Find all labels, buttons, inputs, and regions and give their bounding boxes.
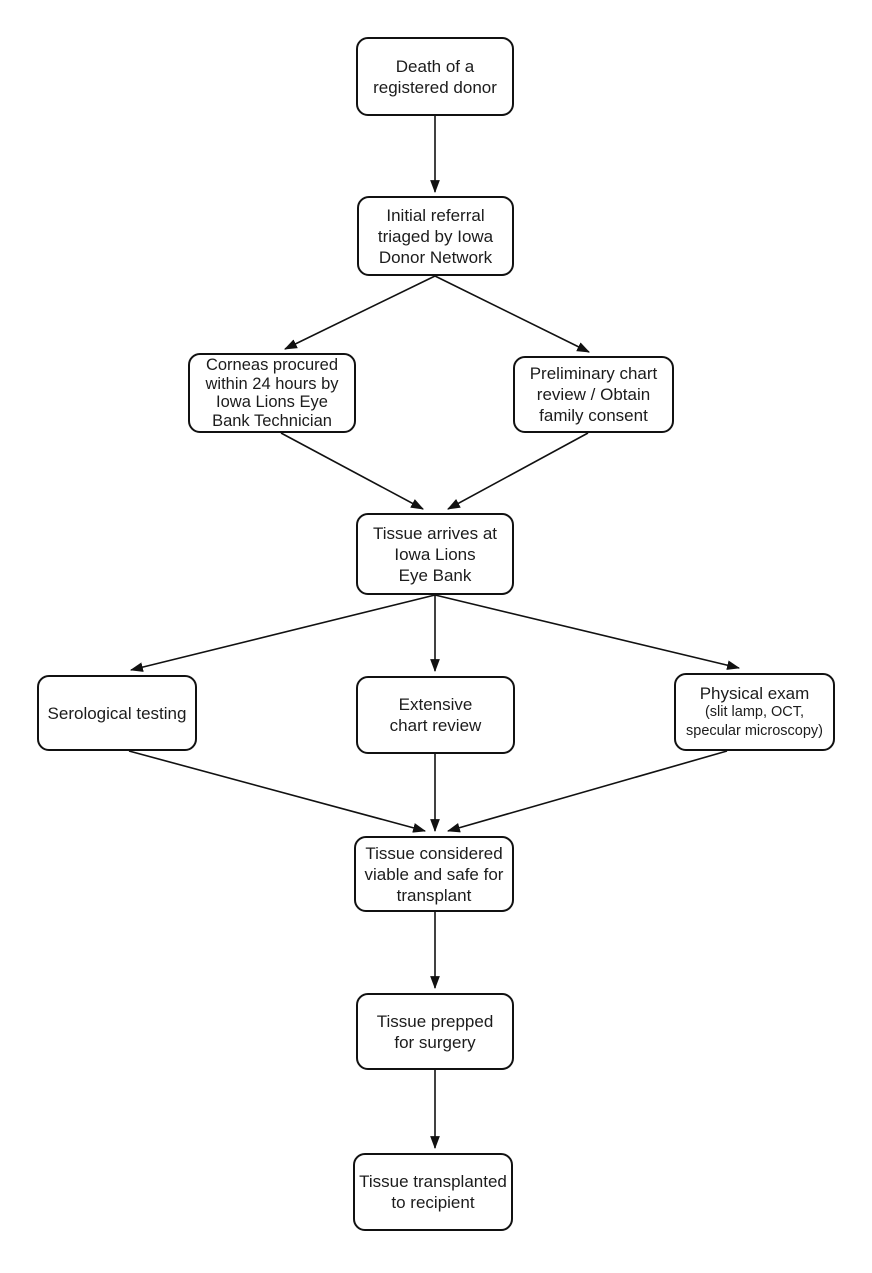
node-text-line: Iowa Lions	[394, 544, 476, 564]
node-preliminary-chart-review	[513, 356, 674, 433]
node-text-line: Serological testing	[47, 703, 187, 723]
node-text-line: review / Obtain	[536, 385, 651, 404]
node-text-line: Iowa Lions Eye	[216, 393, 328, 411]
node-text-line: Donor Network	[378, 247, 493, 267]
node-tissue-viable	[354, 836, 514, 912]
node-text-line: Initial referral	[386, 205, 485, 225]
node-text-line: Physical exam	[699, 683, 810, 703]
node-tissue-transplanted	[353, 1153, 513, 1231]
arrow-referral-to-consent	[435, 276, 589, 352]
node-text-line: to recipient	[391, 1193, 475, 1212]
node-death-of-registered-donor	[356, 37, 514, 116]
node-physical-exam	[674, 673, 835, 751]
arrow-consent-to-arrival	[448, 433, 588, 509]
node-text-line: Tissue prepped	[376, 1011, 494, 1031]
arrow-procurement-to-arrival	[281, 433, 423, 509]
node-corneas-procured	[188, 353, 356, 433]
node-text-line: Bank Technician	[212, 411, 332, 430]
node-text-line: viable and safe for	[364, 864, 504, 884]
node-extensive-chart-review	[356, 676, 515, 754]
arrow-arrival-to-physical-exam	[435, 595, 739, 668]
node-text-line: Tissue transplanted	[359, 1172, 507, 1191]
node-text-line: Tissue considered	[365, 843, 503, 863]
node-text-line: (slit lamp, OCT,	[704, 703, 805, 720]
arrow-referral-to-procurement	[285, 276, 435, 349]
node-text-line: chart review	[389, 716, 482, 735]
arrow-serology-to-viable	[129, 751, 425, 831]
node-text-line: Eye Bank	[398, 565, 472, 585]
node-text-line: Extensive	[398, 695, 473, 714]
arrow-physical-exam-to-viable	[448, 751, 727, 831]
node-initial-referral	[357, 196, 514, 276]
node-tissue-arrives	[356, 513, 514, 595]
node-text-line: triaged by Iowa	[377, 226, 494, 246]
node-text-line: for surgery	[394, 1032, 476, 1052]
node-serological-testing	[37, 675, 197, 751]
node-text-line: Corneas procured	[205, 356, 339, 374]
node-text-line: Death of a	[395, 56, 475, 76]
node-text-line: registered donor	[373, 77, 497, 97]
node-text-line: Tissue arrives at	[372, 523, 498, 543]
node-tissue-prepped	[356, 993, 514, 1070]
node-text-line: specular microscopy)	[686, 722, 823, 739]
arrow-arrival-to-serology	[131, 595, 435, 670]
node-text-line: within 24 hours by	[205, 374, 339, 393]
node-text-line: transplant	[396, 885, 472, 905]
node-text-line: family consent	[539, 406, 648, 425]
node-text-line: Preliminary chart	[529, 364, 658, 383]
